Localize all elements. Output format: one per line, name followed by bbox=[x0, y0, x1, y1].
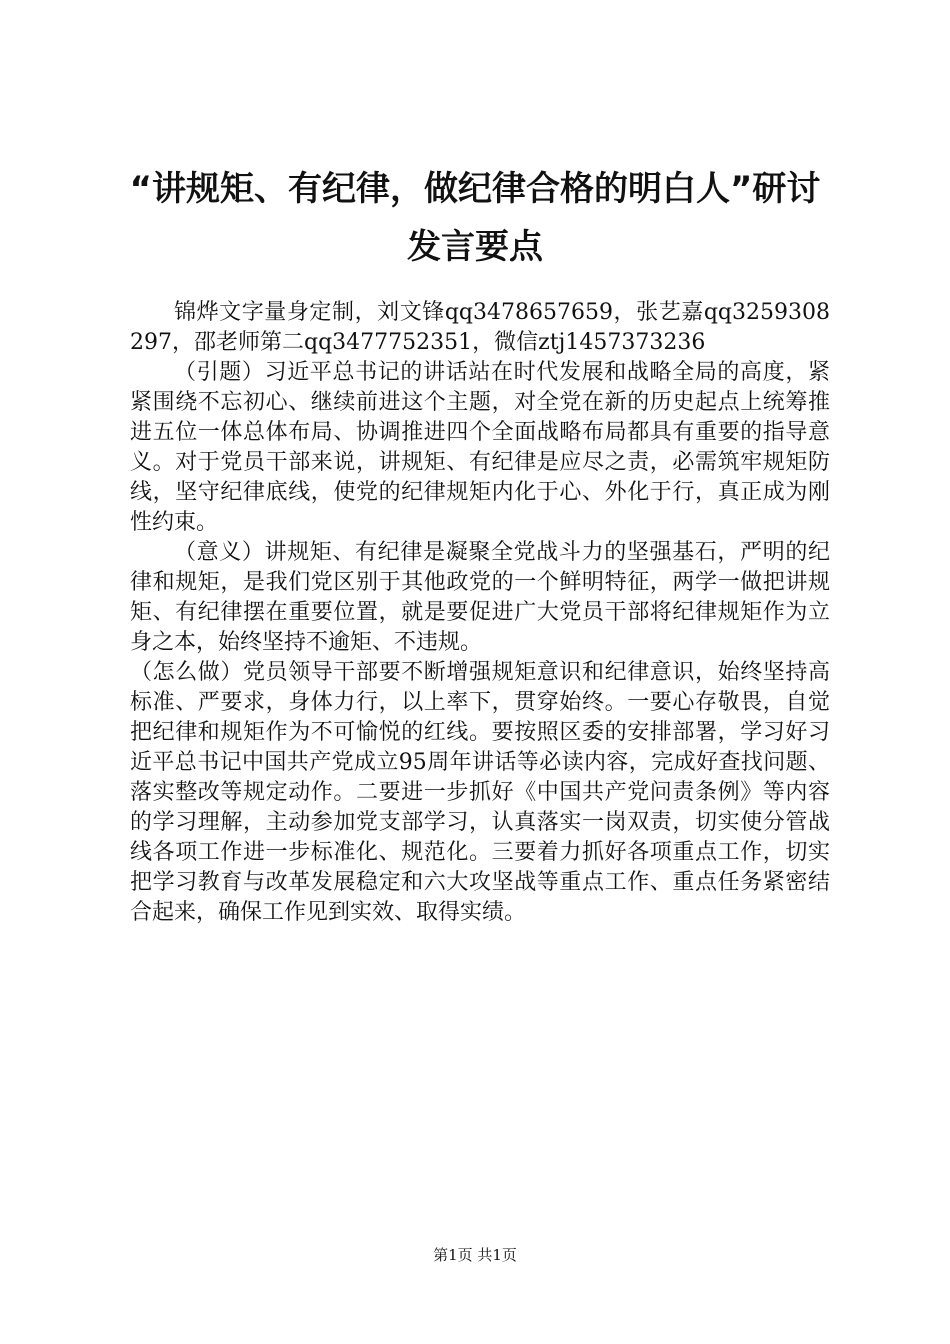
significance-paragraph: （意义）讲规矩、有纪律是凝聚全党战斗力的坚强基石，严明的纪律和规矩，是我们党区别于其他政党的一个鲜明特征，两学一做把讲规矩、有纪律摆在重要位置，就是要促进广大党员干部将纪律规矩作为立身之本，始终坚持不逾矩、不违规。 bbox=[130, 540, 830, 655]
document-title: “讲规矩、有纪律，做纪律合格的明白人”研讨发言要点 bbox=[129, 169, 821, 267]
contact-paragraph: 锦烨文字量身定制，刘文锋qq3478657659，张艺嘉qq3259308297，邵老师第二qq3477752351，微信ztj1457373236 bbox=[130, 300, 830, 355]
document-body bbox=[130, 298, 830, 928]
page-footer: 第1页 共1页 bbox=[433, 1246, 517, 1264]
intro-paragraph: （引题）习近平总书记的讲话站在时代发展和战略全局的高度，紧紧围绕不忘初心、继续前进这个主题，对全党在新的历史起点上统筹推进五位一体总体布局、协调推进四个全面战略布局都具有重要的指导意义。对于党员干部来说，讲规矩、有纪律是应尽之责，必需筑牢规矩防线，坚守纪律底线，使党的纪律规矩内化于心、外化于行，真正成为刚性约束。 bbox=[130, 360, 830, 535]
how-to-paragraph: （怎么做）党员领导干部要不断增强规矩意识和纪律意识，始终坚持高标准、严要求，身体力行，以上率下，贯穿始终。一要心存敬畏，自觉把纪律和规矩作为不可愉悦的红线。要按照区委的安排部署，学习好习近平总书记中国共产党成立95周年讲话等必读内容，完成好查找问题、落实整改等规定动作。二要进一步抓好《中国共产党问责条例》等内容的学习理解，主动参加党支部学习，认真落实一岗双责，切实使分管战线各项工作进一步标准化、规范化。三要着力抓好各项重点工作，切实把学习教育与改革发展稳定和六大攻坚战等重点工作、重点任务紧密结合起来，确保工作见到实效、取得实绩。 bbox=[130, 660, 830, 925]
